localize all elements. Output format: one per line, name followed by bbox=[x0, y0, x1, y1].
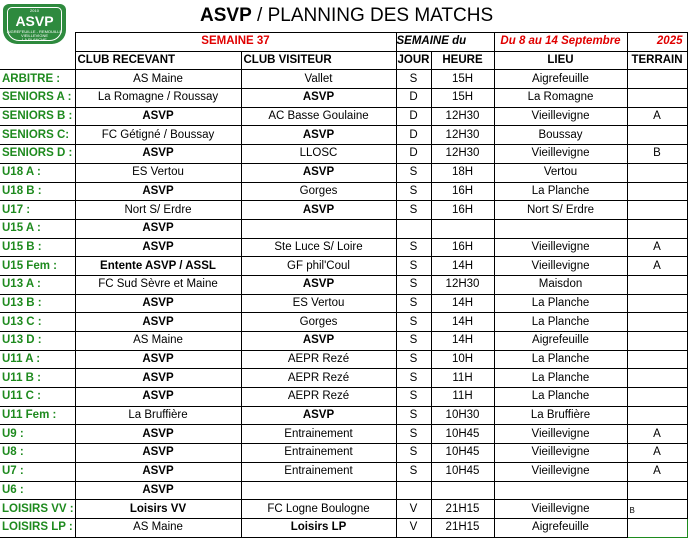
col-terrain: TERRAIN bbox=[627, 51, 687, 70]
cell-lieu bbox=[494, 481, 627, 500]
table-row bbox=[0, 145, 687, 164]
cell-terrain bbox=[627, 126, 687, 145]
cell-lieu: La Planche bbox=[494, 294, 627, 313]
cell-terrain bbox=[627, 182, 687, 201]
cell-visiteur: ASVP bbox=[241, 201, 396, 220]
cell-lieu: Nort S/ Erdre bbox=[494, 201, 627, 220]
logo-line2: VIEILLEVIGNE bbox=[20, 33, 49, 38]
cell-lieu: La Bruffière bbox=[494, 406, 627, 425]
column-header-row bbox=[0, 51, 687, 70]
cell-terrain: B bbox=[627, 500, 687, 519]
cell-terrain: B bbox=[627, 145, 687, 164]
cell-lieu: Vieillevigne bbox=[494, 444, 627, 463]
table-row bbox=[0, 257, 687, 276]
cell-terrain bbox=[627, 70, 687, 89]
cell-lieu bbox=[494, 219, 627, 238]
empty-cell bbox=[0, 51, 75, 70]
week-number: SEMAINE 37 bbox=[75, 33, 396, 52]
table-row bbox=[0, 388, 687, 407]
cell-heure: 10H45 bbox=[431, 444, 494, 463]
cell-lieu: Vieillevigne bbox=[494, 145, 627, 164]
cell-jour: V bbox=[396, 500, 431, 519]
cell-lieu: Aigrefeuille bbox=[494, 518, 627, 537]
cell-jour: S bbox=[396, 70, 431, 89]
cell-visiteur: Entrainement bbox=[241, 462, 396, 481]
cell-lieu: Vieillevigne bbox=[494, 500, 627, 519]
cell-label: SENIORS A : bbox=[0, 89, 75, 108]
col-heure: HEURE bbox=[431, 51, 494, 70]
col-jour: JOUR bbox=[396, 51, 431, 70]
cell-lieu: La Planche bbox=[494, 182, 627, 201]
col-lieu: LIEU bbox=[494, 51, 627, 70]
cell-terrain bbox=[627, 332, 687, 351]
cell-lieu: La Planche bbox=[494, 369, 627, 388]
cell-lieu: La Planche bbox=[494, 313, 627, 332]
table-row bbox=[0, 89, 687, 108]
cell-heure: 12H30 bbox=[431, 275, 494, 294]
cell-label: U13 B : bbox=[0, 294, 75, 313]
table-row bbox=[0, 332, 687, 351]
cell-label: U11 C : bbox=[0, 388, 75, 407]
cell-lieu: Vieillevigne bbox=[494, 107, 627, 126]
table-row bbox=[0, 500, 687, 519]
cell-heure: 12H30 bbox=[431, 107, 494, 126]
cell-label: LOISIRS VV : bbox=[0, 500, 75, 519]
cell-visiteur bbox=[241, 481, 396, 500]
cell-heure: 12H30 bbox=[431, 145, 494, 164]
table-row bbox=[0, 369, 687, 388]
cell-heure bbox=[431, 481, 494, 500]
cell-visiteur: Vallet bbox=[241, 70, 396, 89]
cell-terrain bbox=[627, 313, 687, 332]
cell-heure: 10H45 bbox=[431, 462, 494, 481]
cell-lieu: Vieillevigne bbox=[494, 425, 627, 444]
cell-heure: 21H15 bbox=[431, 500, 494, 519]
cell-visiteur: ASVP bbox=[241, 126, 396, 145]
cell-heure: 14H bbox=[431, 294, 494, 313]
cell-visiteur: Entrainement bbox=[241, 444, 396, 463]
cell-visiteur: Gorges bbox=[241, 182, 396, 201]
cell-lieu: La Romagne bbox=[494, 89, 627, 108]
cell-visiteur: ES Vertou bbox=[241, 294, 396, 313]
table-row bbox=[0, 107, 687, 126]
cell-terrain bbox=[627, 219, 687, 238]
cell-recevant: ES Vertou bbox=[75, 163, 241, 182]
cell-heure: 12H30 bbox=[431, 126, 494, 145]
cell-recevant: ASVP bbox=[75, 238, 241, 257]
cell-lieu: Vertou bbox=[494, 163, 627, 182]
logo-year: 2010 bbox=[30, 8, 39, 13]
cell-jour: S bbox=[396, 444, 431, 463]
cell-jour: S bbox=[396, 406, 431, 425]
cell-jour: S bbox=[396, 182, 431, 201]
table-row bbox=[0, 275, 687, 294]
cell-jour: S bbox=[396, 294, 431, 313]
cell-terrain: A bbox=[627, 257, 687, 276]
cell-jour: D bbox=[396, 145, 431, 164]
cell-terrain bbox=[627, 350, 687, 369]
cell-heure: 15H bbox=[431, 89, 494, 108]
cell-terrain: A bbox=[627, 425, 687, 444]
cell-terrain bbox=[627, 163, 687, 182]
cell-jour: S bbox=[396, 201, 431, 220]
cell-visiteur: Loisirs LP bbox=[241, 518, 396, 537]
cell-recevant: ASVP bbox=[75, 388, 241, 407]
cell-recevant: ASVP bbox=[75, 350, 241, 369]
cell-terrain bbox=[627, 481, 687, 500]
logo-line1: AIGREFEUILLE - REMOUILLE bbox=[6, 29, 63, 34]
table-row bbox=[0, 238, 687, 257]
cell-recevant: AS Maine bbox=[75, 518, 241, 537]
cell-recevant: La Bruffière bbox=[75, 406, 241, 425]
cell-terrain: A bbox=[627, 107, 687, 126]
cell-terrain: A bbox=[627, 462, 687, 481]
cell-terrain bbox=[627, 388, 687, 407]
cell-label: U18 B : bbox=[0, 182, 75, 201]
cell-recevant: Loisirs VV bbox=[75, 500, 241, 519]
cell-jour: S bbox=[396, 275, 431, 294]
week-header-row bbox=[0, 33, 687, 52]
cell-terrain bbox=[627, 275, 687, 294]
cell-visiteur: Gorges bbox=[241, 313, 396, 332]
cell-terrain: A bbox=[627, 444, 687, 463]
cell-terrain bbox=[627, 518, 687, 537]
col-visiteur: CLUB VISITEUR bbox=[241, 51, 396, 70]
cell-recevant: ASVP bbox=[75, 462, 241, 481]
cell-jour: S bbox=[396, 369, 431, 388]
title-club: ASVP bbox=[200, 5, 252, 26]
cell-label: U13 A : bbox=[0, 275, 75, 294]
cell-recevant: ASVP bbox=[75, 313, 241, 332]
cell-recevant: ASVP bbox=[75, 369, 241, 388]
cell-label: SENIORS B : bbox=[0, 107, 75, 126]
title-text: / PLANNING DES MATCHS bbox=[251, 5, 494, 26]
cell-terrain bbox=[627, 89, 687, 108]
cell-heure: 14H bbox=[431, 257, 494, 276]
table-row bbox=[0, 201, 687, 220]
cell-lieu: Aigrefeuille bbox=[494, 332, 627, 351]
cell-visiteur: Ste Luce S/ Loire bbox=[241, 238, 396, 257]
empty-cell bbox=[0, 33, 75, 52]
cell-jour: S bbox=[396, 388, 431, 407]
cell-label: U17 : bbox=[0, 201, 75, 220]
cell-recevant: FC Sud Sèvre et Maine bbox=[75, 275, 241, 294]
cell-label: U15 B : bbox=[0, 238, 75, 257]
table-row bbox=[0, 219, 687, 238]
cell-label: U11 A : bbox=[0, 350, 75, 369]
cell-jour: S bbox=[396, 257, 431, 276]
cell-label: U13 C : bbox=[0, 313, 75, 332]
table-row bbox=[0, 294, 687, 313]
cell-visiteur: AEPR Rezé bbox=[241, 388, 396, 407]
cell-recevant: ASVP bbox=[75, 481, 241, 500]
planning-table bbox=[0, 32, 688, 538]
table-row bbox=[0, 126, 687, 145]
cell-lieu: La Planche bbox=[494, 350, 627, 369]
cell-terrain bbox=[627, 406, 687, 425]
cell-heure: 10H bbox=[431, 350, 494, 369]
cell-jour: S bbox=[396, 332, 431, 351]
cell-label: U15 Fem : bbox=[0, 257, 75, 276]
cell-heure: 16H bbox=[431, 182, 494, 201]
cell-label: U7 : bbox=[0, 462, 75, 481]
cell-recevant: ASVP bbox=[75, 145, 241, 164]
logo-name: ASVP bbox=[15, 13, 54, 29]
cell-visiteur: LLOSC bbox=[241, 145, 396, 164]
table-row bbox=[0, 163, 687, 182]
cell-label: SENIORS C: bbox=[0, 126, 75, 145]
cell-heure bbox=[431, 219, 494, 238]
cell-label: U13 D : bbox=[0, 332, 75, 351]
cell-jour: S bbox=[396, 425, 431, 444]
cell-heure: 14H bbox=[431, 332, 494, 351]
cell-heure: 11H bbox=[431, 388, 494, 407]
cell-lieu: Vieillevigne bbox=[494, 238, 627, 257]
table-row bbox=[0, 518, 687, 537]
cell-recevant: ASVP bbox=[75, 425, 241, 444]
cell-recevant: AS Maine bbox=[75, 70, 241, 89]
cell-visiteur: ASVP bbox=[241, 89, 396, 108]
cell-lieu: Vieillevigne bbox=[494, 257, 627, 276]
cell-lieu: Aigrefeuille bbox=[494, 70, 627, 89]
cell-heure: 15H bbox=[431, 70, 494, 89]
cell-recevant: ASVP bbox=[75, 294, 241, 313]
cell-heure: 11H bbox=[431, 369, 494, 388]
cell-heure: 16H bbox=[431, 201, 494, 220]
cell-recevant: ASVP bbox=[75, 182, 241, 201]
cell-terrain bbox=[627, 369, 687, 388]
table-row bbox=[0, 70, 687, 89]
cell-recevant: La Romagne / Roussay bbox=[75, 89, 241, 108]
cell-heure: 10H45 bbox=[431, 425, 494, 444]
cell-label: ARBITRE : bbox=[0, 70, 75, 89]
cell-visiteur: ASVP bbox=[241, 275, 396, 294]
cell-terrain bbox=[627, 201, 687, 220]
table-row bbox=[0, 313, 687, 332]
cell-jour: S bbox=[396, 238, 431, 257]
cell-visiteur: GF phil'Coul bbox=[241, 257, 396, 276]
cell-recevant: AS Maine bbox=[75, 332, 241, 351]
cell-terrain: A bbox=[627, 238, 687, 257]
table-row bbox=[0, 182, 687, 201]
table-row bbox=[0, 481, 687, 500]
cell-jour bbox=[396, 219, 431, 238]
cell-label: U15 A : bbox=[0, 219, 75, 238]
cell-label: U8 : bbox=[0, 444, 75, 463]
cell-jour: S bbox=[396, 163, 431, 182]
cell-label: U6 : bbox=[0, 481, 75, 500]
cell-heure: 14H bbox=[431, 313, 494, 332]
cell-visiteur: ASVP bbox=[241, 406, 396, 425]
cell-jour: S bbox=[396, 462, 431, 481]
cell-visiteur: AEPR Rezé bbox=[241, 350, 396, 369]
table-row bbox=[0, 406, 687, 425]
table-row bbox=[0, 350, 687, 369]
cell-heure: 21H15 bbox=[431, 518, 494, 537]
cell-lieu: Boussay bbox=[494, 126, 627, 145]
cell-label: U11 B : bbox=[0, 369, 75, 388]
cell-jour bbox=[396, 481, 431, 500]
cell-jour: S bbox=[396, 350, 431, 369]
cell-lieu: La Planche bbox=[494, 388, 627, 407]
cell-visiteur: ASVP bbox=[241, 332, 396, 351]
cell-heure: 18H bbox=[431, 163, 494, 182]
cell-recevant: ASVP bbox=[75, 107, 241, 126]
cell-label: U18 A : bbox=[0, 163, 75, 182]
week-year: 2025 bbox=[627, 33, 687, 52]
cell-visiteur bbox=[241, 219, 396, 238]
cell-lieu: Vieillevigne bbox=[494, 462, 627, 481]
table-row bbox=[0, 425, 687, 444]
cell-visiteur: FC Logne Boulogne bbox=[241, 500, 396, 519]
cell-lieu: Maisdon bbox=[494, 275, 627, 294]
cell-jour: D bbox=[396, 126, 431, 145]
cell-recevant: Entente ASVP / ASSL bbox=[75, 257, 241, 276]
cell-recevant: FC Gétigné / Boussay bbox=[75, 126, 241, 145]
table-row bbox=[0, 462, 687, 481]
cell-label: U9 : bbox=[0, 425, 75, 444]
cell-recevant: Nort S/ Erdre bbox=[75, 201, 241, 220]
cell-heure: 16H bbox=[431, 238, 494, 257]
page-title bbox=[200, 5, 493, 27]
cell-jour: S bbox=[396, 313, 431, 332]
cell-label: U11 Fem : bbox=[0, 406, 75, 425]
cell-terrain bbox=[627, 294, 687, 313]
cell-recevant: ASVP bbox=[75, 444, 241, 463]
cell-recevant: ASVP bbox=[75, 219, 241, 238]
cell-visiteur: Entrainement bbox=[241, 425, 396, 444]
cell-heure: 10H30 bbox=[431, 406, 494, 425]
table-row bbox=[0, 444, 687, 463]
week-du-label: SEMAINE du bbox=[396, 33, 494, 52]
cell-label: SENIORS D : bbox=[0, 145, 75, 164]
logo-line3: LA PLANCHE bbox=[22, 37, 47, 42]
cell-label: LOISIRS LP : bbox=[0, 518, 75, 537]
cell-visiteur: AEPR Rezé bbox=[241, 369, 396, 388]
cell-jour: V bbox=[396, 518, 431, 537]
cell-jour: D bbox=[396, 89, 431, 108]
cell-visiteur: ASVP bbox=[241, 163, 396, 182]
week-dates: Du 8 au 14 Septembre bbox=[494, 33, 627, 52]
col-recevant: CLUB RECEVANT bbox=[75, 51, 241, 70]
cell-visiteur: AC Basse Goulaine bbox=[241, 107, 396, 126]
cell-jour: D bbox=[396, 107, 431, 126]
